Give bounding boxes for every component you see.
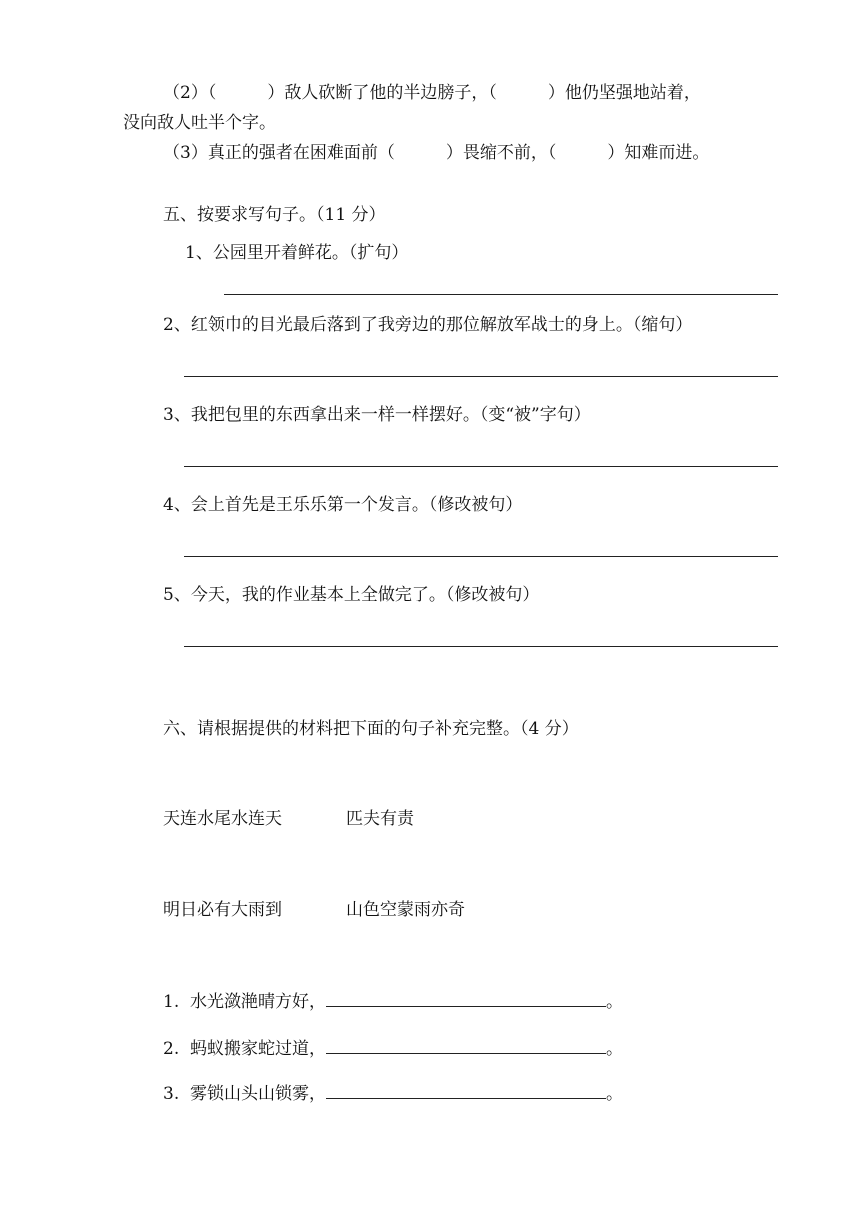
fill-item-2-line1: （2）（ ）敌人砍断了他的半边膀子，（ ）他仍坚强地站着，	[163, 83, 701, 103]
section-5-item-5: 5、今天，我的作业基本上全做完了。（修改被句）	[163, 585, 540, 605]
completion-item-1-text: 1. 水光潋滟晴方好，	[163, 992, 327, 1012]
answer-line-1[interactable]	[224, 294, 778, 295]
completion-item-2	[163, 1035, 623, 1060]
section-5-item-1: 1、公园里开着鲜花。（扩句）	[185, 243, 409, 263]
end-mark-3: 。	[606, 1084, 624, 1104]
section-5-item-4: 4、会上首先是王乐乐第一个发言。（修改被句）	[163, 495, 523, 515]
material-3: 明日必有大雨到	[163, 900, 282, 920]
fill-item-3: （3）真正的强者在困难面前（ ）畏缩不前，（ ）知难而进。	[163, 143, 710, 163]
answer-line-3[interactable]	[184, 466, 778, 467]
material-2: 匹夫有责	[346, 809, 414, 829]
material-4: 山色空蒙雨亦奇	[346, 900, 465, 920]
section-5-item-3: 3、我把包里的东西拿出来一样一样摆好。（变“被”字句）	[163, 405, 591, 425]
completion-item-2-text: 2. 蚂蚁搬家蛇过道，	[163, 1039, 327, 1059]
completion-blank-1[interactable]	[326, 988, 606, 1007]
section-6-title: 六、请根据提供的材料把下面的句子补充完整。（4 分）	[163, 719, 579, 739]
answer-line-2[interactable]	[184, 376, 778, 377]
completion-item-1	[163, 988, 623, 1013]
completion-blank-3[interactable]	[326, 1080, 606, 1099]
completion-item-3-text: 3. 雾锁山头山锁雾，	[163, 1084, 327, 1104]
section-5-item-2: 2、红领巾的目光最后落到了我旁边的那位解放军战士的身上。（缩句）	[163, 315, 693, 335]
fill-item-2-line2: 没向敌人吐半个字。	[123, 113, 276, 133]
end-mark-1: 。	[606, 992, 624, 1012]
material-1: 天连水尾水连天	[163, 809, 282, 829]
answer-line-5[interactable]	[184, 646, 778, 647]
completion-item-3	[163, 1080, 623, 1105]
section-5-title: 五、按要求写句子。（11 分）	[163, 205, 386, 225]
answer-line-4[interactable]	[184, 556, 778, 557]
completion-blank-2[interactable]	[326, 1035, 606, 1054]
end-mark-2: 。	[606, 1039, 624, 1059]
